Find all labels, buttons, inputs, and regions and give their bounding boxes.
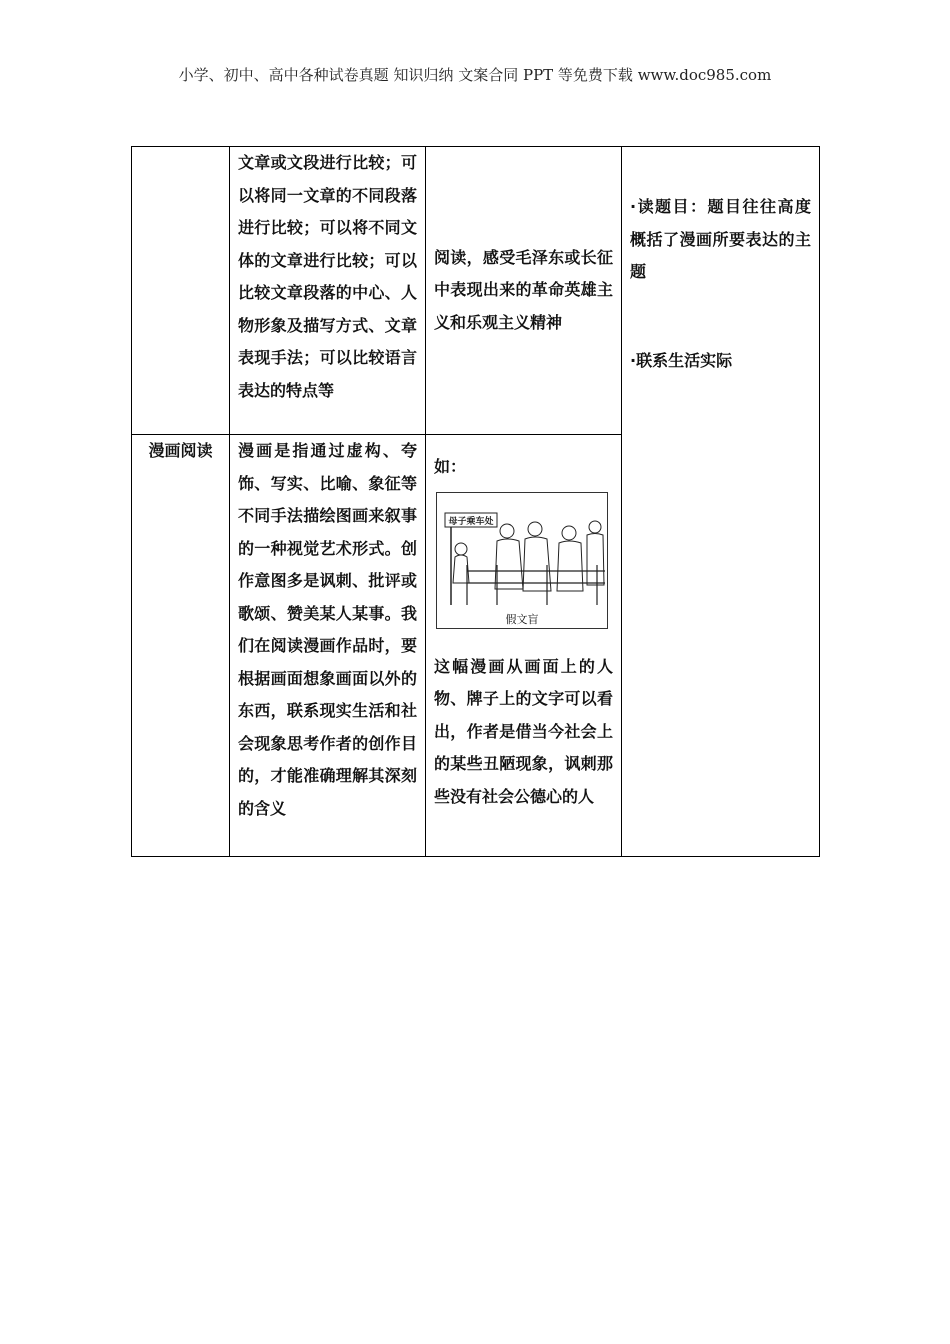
tips-cell [622,147,820,857]
comic-example-cell [426,435,622,857]
table-row [132,147,820,435]
page-header: 小学、初中、高中各种试卷真题 知识归纳 文案合同 PPT 等免费下载 www.doc985.com [178,66,772,84]
comic-definition-cell: 漫画是指通过虚构、夸饰、写实、比喻、象征等不同手法描绘图画来叙事的一种视觉艺术形式。创作意图多是讽刺、批评或歌颂、赞美某人某事。我们在阅读漫画作品时，要根据画面想象画面以外的东西，联系现实生活和社会现象思考作者的创作目的，才能准确理解其深刻的含义 [230,435,426,857]
comic-reading-label: 漫画阅读 [132,435,230,857]
example-intro: 如： [434,457,467,476]
tip-read-title: ·读题目：题目往往高度概括了漫画所要表达的主题 [630,197,811,281]
content-table [131,146,820,857]
comic-analysis-text: 这幅漫画从画面上的人物、牌子上的文字可以看出，作者是借当今社会上的某些丑陋现象，讽刺那些没有社会公德心的人 [434,656,613,806]
cartoon-drawing-icon [437,493,607,611]
tip-link-life: ·联系生活实际 [630,350,733,370]
row1-label-cell [132,147,230,435]
cartoon-image [436,492,608,629]
row1-method-cell: 文章或文段进行比较；可以将同一文章的不同段落进行比较；可以将不同文体的文章进行比较；可以比较文章段落的中心、人物形象及描写方式、文章表现手法；可以比较语言表达的特点等 [230,147,426,435]
cartoon-sign-text: 母子乘车处 [448,516,494,527]
row1-example-cell: 阅读，感受毛泽东或长征中表现出来的革命英雄主义和乐观主义精神 [426,147,622,435]
cartoon-caption: 假文盲 [505,612,539,626]
